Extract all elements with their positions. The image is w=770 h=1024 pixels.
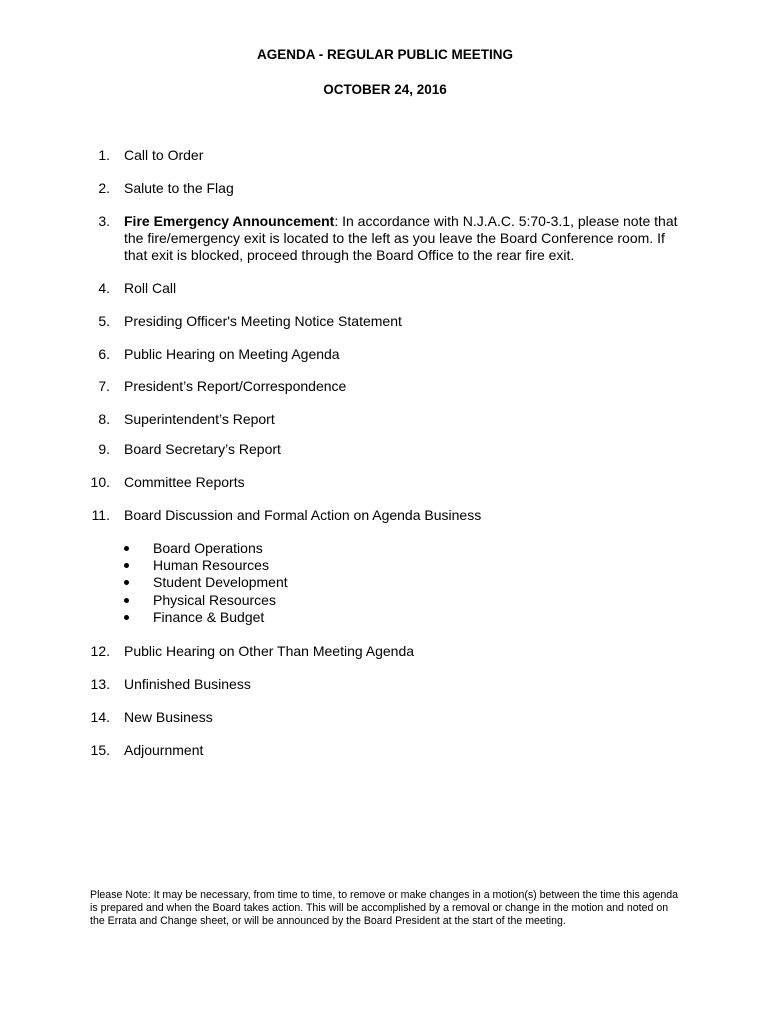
agenda-item-number: 4. — [98, 280, 110, 296]
agenda-item-number: 10. — [90, 474, 110, 490]
page-title: AGENDA - REGULAR PUBLIC MEETING — [257, 47, 513, 62]
bullet-icon — [124, 598, 129, 603]
bullet-icon — [124, 546, 129, 551]
fire-announcement-body: : In accordance with N.J.A.C. 5:70-3.1, please note that the fire/emergency exit is located to the left as you leave the Board Conference room. If that exit is blocked, proceed through the Board Office to the rear fire exit. — [124, 213, 678, 263]
agenda-item-label: Committee Reports — [124, 474, 245, 490]
list-item-label: Board Operations — [153, 540, 263, 556]
bullet-icon — [124, 580, 129, 585]
agenda-item-label: President’s Report/Correspondence — [124, 378, 347, 394]
agenda-item-number: 14. — [90, 709, 110, 725]
agenda-item-label: Superintendent’s Report — [124, 411, 275, 427]
agenda-item-label: Board Discussion and Formal Action on Agenda Business — [124, 507, 482, 523]
agenda-item-number: 6. — [98, 346, 110, 362]
fire-announcement-heading: Fire Emergency Announcement — [124, 213, 335, 229]
agenda-item-label: Board Secretary’s Report — [124, 441, 281, 457]
agenda-item-label: New Business — [124, 709, 213, 725]
agenda-item-number: 2. — [98, 180, 110, 196]
agenda-item-label: Public Hearing on Other Than Meeting Agenda — [124, 643, 415, 659]
list-item-label: Student Development — [153, 574, 288, 591]
agenda-item-number: 9. — [98, 441, 110, 457]
list-item-label: Finance & Budget — [153, 608, 265, 625]
agenda-item-label: Salute to the Flag — [124, 180, 234, 196]
list-item-label: Physical Resources — [153, 591, 276, 608]
agenda-item-label: Adjournment — [124, 742, 204, 758]
meeting-date: OCTOBER 24, 2016 — [323, 82, 447, 97]
agenda-item-label: Call to Order — [124, 147, 204, 163]
agenda-item-number: 5. — [98, 313, 110, 329]
agenda-item-number: 13. — [90, 676, 110, 692]
bullet-icon — [124, 615, 129, 620]
list-item-label: Human Resources — [153, 557, 269, 574]
agenda-item-label: Public Hearing on Meeting Agenda — [124, 346, 340, 362]
agenda-item-number: 12. — [90, 643, 110, 659]
agenda-item-label: Unfinished Business — [124, 676, 251, 692]
agenda-item-number: 3. — [98, 213, 110, 229]
agenda-item-number: 7. — [98, 378, 110, 394]
agenda-item-number: 15. — [90, 742, 110, 758]
bullet-icon — [124, 563, 129, 568]
agenda-item-number: 8. — [98, 411, 110, 427]
agenda-item-number: 1. — [98, 147, 110, 163]
agenda-item-label — [124, 213, 684, 264]
footer-note: Please Note: It may be necessary, from time to time, to remove or make changes in a motion(s) between the time this agenda is prepared and when the Board takes action. This will be accomplished by a removal or change in the motion and noted on the Errata and Change sheet, or will be announced by the Board President at the start of the meeting. — [90, 889, 679, 927]
agenda-item-label: Presiding Officer's Meeting Notice Statement — [124, 313, 402, 329]
agenda-item-number: 11. — [91, 507, 110, 523]
agenda-item-label: Roll Call — [124, 280, 177, 296]
